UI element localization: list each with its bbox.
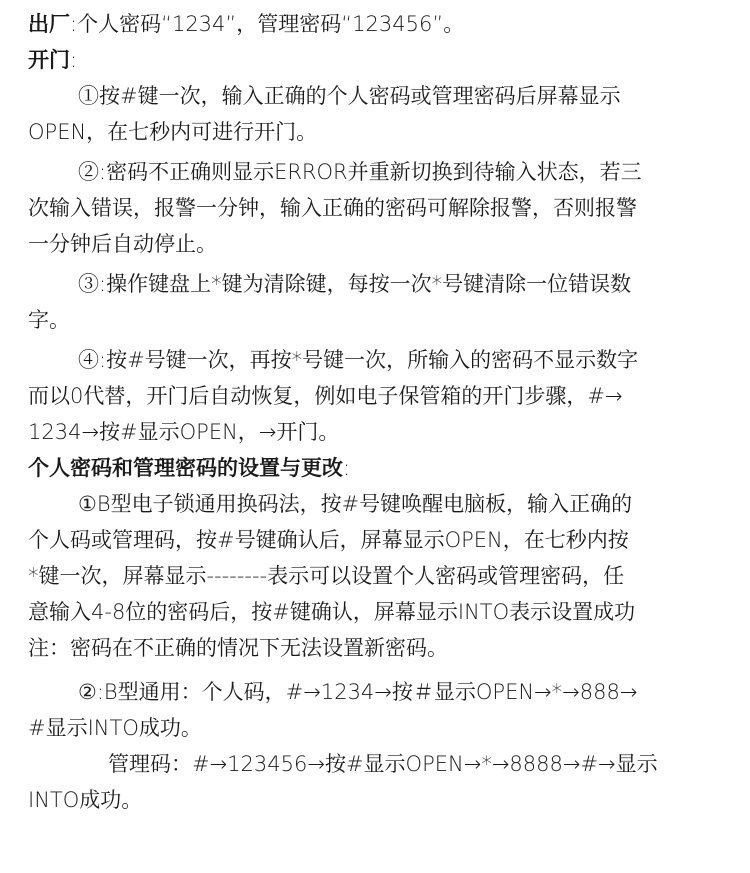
open-door-step2-line3: 一分钟后自动停止。 (28, 232, 217, 256)
setup-step1-line2: 个人码或管理码，按#号键确认后，屏幕显示OPEN，在七秒内按 (28, 528, 629, 552)
open-door-heading-colon: : (70, 48, 78, 72)
setup-step1-line4: 意输入4-8位的密码后，按#键确认，屏幕显示INTO表示设置成功 (28, 600, 636, 624)
open-door-step1-line1: ①按#键一次，输入正确的个人密码或管理密码后屏幕显示 (78, 84, 621, 108)
setup-admin-line2: INTO成功。 (28, 788, 143, 812)
open-door-step4-line1: ④:按#号键一次，再按*号键一次，所输入的密码不显示数字 (78, 348, 639, 372)
open-door-step1-line2: OPEN，在七秒内可进行开门。 (28, 120, 318, 144)
open-door-step4-line3: 1234→按#显示OPEN，→开门。 (28, 420, 340, 444)
open-door-step2-line2: 次输入错误，报警一分钟，输入正确的密码可解除报警，否则报警 (28, 196, 637, 220)
setup-step1-note: 注：密码在不正确的情况下无法设置新密码。 (28, 636, 448, 660)
factory-default-line (28, 6, 726, 42)
setup-heading: 个人密码和管理密码的设置与更改 (28, 456, 343, 480)
setup-step1-line1: ①B型电子锁通用换码法，按#号键唤醒电脑板，输入正确的 (78, 492, 633, 516)
open-door-step2-line1: ②:密码不正确则显示ERROR并重新切换到待输入状态，若三 (78, 160, 642, 184)
setup-heading-line (28, 450, 726, 486)
open-door-step3-line2: 字。 (28, 308, 70, 332)
setup-step2-line1: ②:B型通用：个人码，#→1234→按＃显示OPEN→*→888→ (78, 680, 638, 704)
setup-heading-colon: : (343, 456, 351, 480)
setup-step1-line3: *键一次，屏幕显示--------表示可以设置个人密码或管理密码，任 (28, 564, 625, 588)
instruction-document (28, 6, 726, 818)
open-door-heading-line (28, 42, 726, 78)
setup-admin-line1: 管理码：#→123456→按#显示OPEN→*→8888→#→显示 (108, 752, 658, 776)
factory-default-label: 出厂 (28, 12, 70, 36)
factory-default-text: :个人密码“1234”，管理密码“123456”。 (70, 12, 465, 36)
setup-step2-line2: #显示INTO成功。 (28, 716, 202, 740)
open-door-step4-line2: 而以0代替，开门后自动恢复，例如电子保管箱的开门步骤，#→ (28, 384, 623, 408)
open-door-heading: 开门 (28, 48, 70, 72)
open-door-step3-line1: ③:操作键盘上*键为清除键，每按一次*号键清除一位错误数 (78, 272, 632, 296)
